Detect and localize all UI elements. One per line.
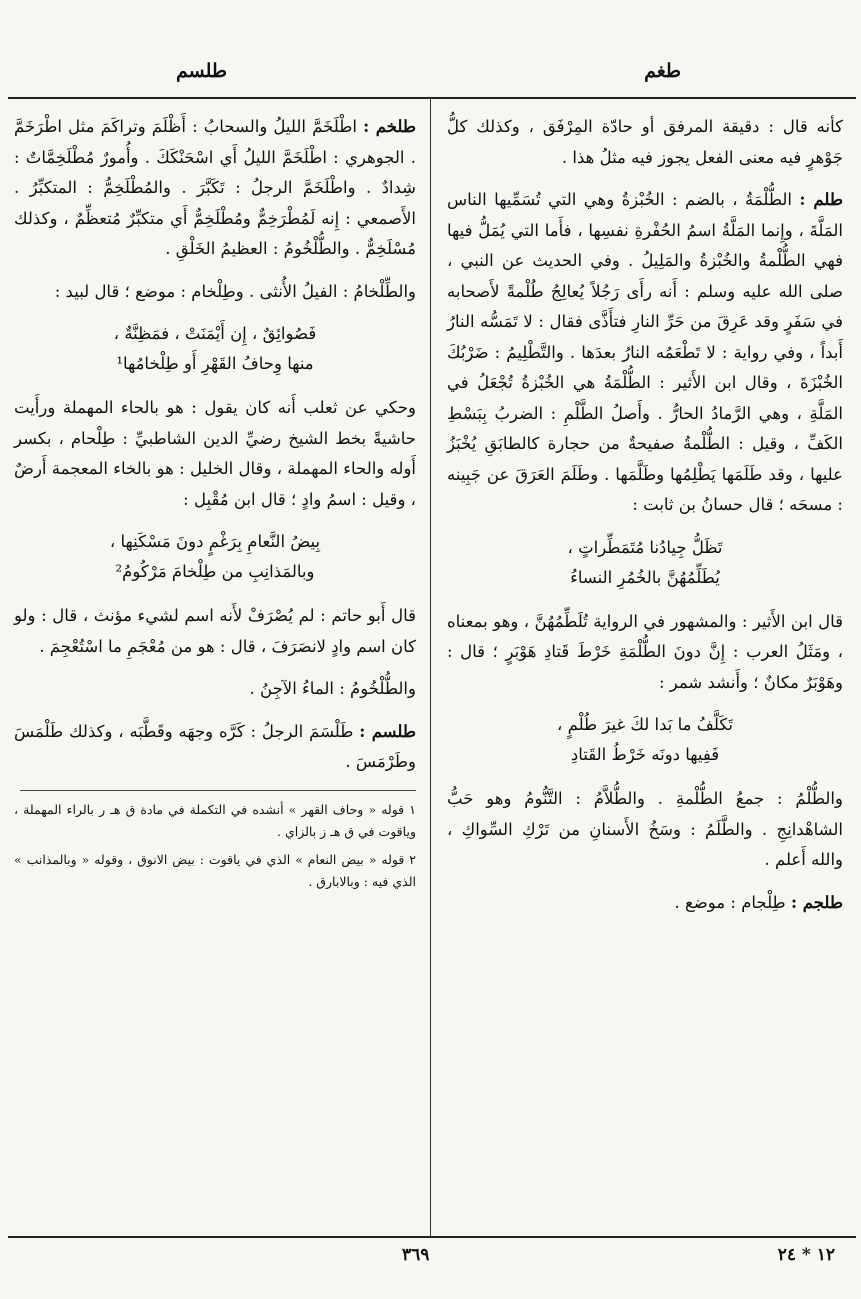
entry-tljam bbox=[447, 888, 843, 919]
paragraph-tilkham: والطِّلْخامُ : الفيلُ الأُنثى . وطِلْخام : موضع ؛ قال لبيد : bbox=[54, 281, 416, 301]
verse-hassan bbox=[447, 533, 843, 593]
verse-ibn-muqbil bbox=[14, 527, 416, 587]
paragraph-tulm-plural: والطُّلْمُ : جمعُ الطُّلْمةِ . والطُّلاَّمُ : التَّنُّومُ وهو حَبُّ الشاهْدانِجِ . والطَّلَمُ : وسَخُ الأَسنانِ من تَرْكِ السِّواكِ ، والله أَعلم . bbox=[447, 789, 843, 869]
paragraph-ibn-athir: قال ابن الأَثير : والمشهور في الرواية تُلَطِّمُهُنَّ ، وهو بمعناه ، ومَثَلُ العرب : إِنَّ دونَ الطُّلْمَةِ خَرْطَ قَتادِ هَوْبَرٍ ؛ قال : وهَوْبَرٌ مكانٌ ؛ وأَنشد شمر : bbox=[447, 611, 843, 692]
left-column bbox=[14, 112, 416, 899]
entry-tlsm bbox=[14, 717, 416, 778]
page-number: ٣٦٩ bbox=[402, 1245, 430, 1265]
header-left-title: طلسم bbox=[176, 60, 228, 82]
verse-labid bbox=[14, 319, 416, 379]
entry-tlkhm-text: اطْلَخَمَّ الليلُ والسحابُ : أَظْلَمَ وتراكَمَ مثل اطْرَخَمَّ . الجوهري : اطْلَخَمَّ الليلُ أَي اسْحَنْكَكَ . وأُمورٌ مُطْلَخِمَّاتٌ : شِدادٌ . واطْلَخَمَّ الرجلُ : تَكَبَّرَ . والمُطْلَخِمُّ : المتكبِّرُ . الأَصمعي : إِنه لَمُطْرَخِمٌّ ومُطْلَخِمٌّ أَي متكبِّرٌ مُتعظِّمٌ ، وكذلك مُسْلَخِمٌّ . والطُّلْخُومُ : العظيمُ الخَلْقِ . bbox=[14, 117, 416, 258]
paragraph-thalab: وحكي عن ثعلب أَنه كان يقول : هو بالحاء المهملة ورأَيت حاشيةً بخط الشيخ رضيِّ الدين الشاطبيِّ : طِلْحام ، بكسر أَوله والحاء المهملة ، وقال الخليل : هو بالخاء المعجمة أَرضٌ ، وقيل : اسمُ وادٍ ؛ قال ابن مُقْبِل : bbox=[14, 398, 416, 509]
top-rule bbox=[8, 97, 856, 99]
entry-tlsm-text: طَلْسَمَ الرجلُ : كَرَّه وجهَه وقَطَّبَه ، وكذلك طَلْمَسَ وطَرْمَسَ . bbox=[14, 721, 416, 771]
headword-tulm: طلم : bbox=[799, 190, 843, 209]
verse-line: وبالمَذانِبِ من طِلْخامَ مَرْكُومُ² bbox=[115, 562, 315, 581]
paragraph-tulkhum: والطُّلْخُومُ : الماءُ الآجِنُ . bbox=[249, 679, 416, 698]
signature-mark: ١٢ * ٢٤ bbox=[777, 1245, 835, 1265]
column-divider bbox=[430, 99, 431, 1236]
footnote-1: ١ قوله « وحاف القهر » أنشده في التكملة في مادة ق هـ ر بالراء المهملة ، وياقوت في ق هـ ز بالزاي . bbox=[14, 801, 416, 839]
headword-tlkhm: طلخم : bbox=[363, 117, 417, 136]
verse-line: بِيضُ النَّعامِ بِرَغْمٍ دونَ مَسْكَنِها ، bbox=[109, 532, 321, 551]
entry-tulm-text: الطُّلْمَةُ ، بالضم : الخُبْزةُ وهي التي تُسَمِّيها الناس المَلَّةَ ، وإِنما المَلَّةُ اسمُ الحُفْرةِ نفسِها ، فأَما التي يُمَلُّ فيها فهي الطُّلْمةُ والخُبْزةُ والمَلِيلُ . وفي الحديث عن النبي ، صلى الله عليه وسلم : أَنه رأَى رَجُلاً يُعالِجُ طُلْمةً لأَصحابه في سَفَرٍ وقد عَرِقَ من حَرِّ النارِ فتأَذَّى فقال : لا تَمَسُّه النارُ أَبداً ، وفي رواية : لا تَطْعَمُه النارُ بعدَها . والتَّطْلِيمُ : ضَرْبُكَ الخُبْزَةَ ، وقال ابن الأَثير : الطُّلْمَةُ هي الخُبْزةُ تُجْعَلُ في المَلَّةِ ، وهي الرَّمادُ الحارُّ . وأَصلُ الطَّلْمِ : الضربُ بِبَسْطِ الكَفِّ ، وقيل : الطُّلْمةُ صفيحةٌ من حجارة كالطابَقِ يُخْبَزُ عليها ، وقد طَلَمَها يَطْلِمُها وطَلَّمَها . وطَلَمَ العَرَقَ عن جَبِينه : مسحَه ؛ قال حسانُ بن ثابت : bbox=[447, 190, 843, 514]
footnote-separator bbox=[20, 790, 416, 791]
header-right-title: طغم bbox=[644, 60, 681, 82]
verse-line: فَصُوائِقٌ ، إِن أَيْمَنَتْ ، فمَظِنَّةٌ ، bbox=[113, 324, 317, 343]
bottom-rule bbox=[8, 1236, 856, 1238]
running-header bbox=[0, 60, 861, 94]
verse-line: فَفِيها دونَه خَرْطُ القَتادِ bbox=[570, 745, 720, 764]
entry-tlkhm bbox=[14, 112, 416, 265]
footnote-2: ٢ قوله « بيض النعام » الذي في ياقوت : بيض الانوق ، وقوله « وبالمذانب » الذي فيه : وبالابارق . bbox=[14, 851, 416, 889]
continuation-paragraph: كأنه قال : دقيقة المرفق أو حادّة المِرْفَق ، وكذلك كلُّ جَوْهرٍ فيه معنى الفعل يجوز فيه مثلُ هذا . bbox=[447, 117, 843, 167]
right-column bbox=[447, 112, 843, 930]
verse-line: تَكَلَّفُ ما بَدا لكَ غيرَ طُلْمٍ ، bbox=[557, 715, 733, 734]
entry-tljam-text: طِلْجام : موضع . bbox=[674, 892, 786, 912]
headword-tljam: طلجم : bbox=[790, 892, 843, 912]
headword-tlsm: طلسم : bbox=[359, 721, 416, 741]
entry-tulm bbox=[447, 185, 843, 521]
verse-shamir bbox=[447, 710, 843, 770]
verse-line: منها وِحافُ القَهْرِ أَو طِلْخامُها¹ bbox=[116, 354, 314, 373]
paragraph-abu-hatim: قال أَبو حاتم : لم يُصْرَفْ لأَنه اسم لشيء مؤنث ، قال : ولو كان اسم وادٍ لانصَرَفَ ، قال : هو من مُعْجَمِ ما اسْتُعْجِمَ . bbox=[14, 606, 416, 656]
verse-line: يُطَلِّمُهُنَّ بالخُمُرِ النساءُ bbox=[570, 567, 720, 587]
page-footer bbox=[0, 1245, 861, 1275]
verse-line: تَظَلُّ جِيادُنا مُتَمَطِّراتٍ ، bbox=[567, 537, 723, 557]
